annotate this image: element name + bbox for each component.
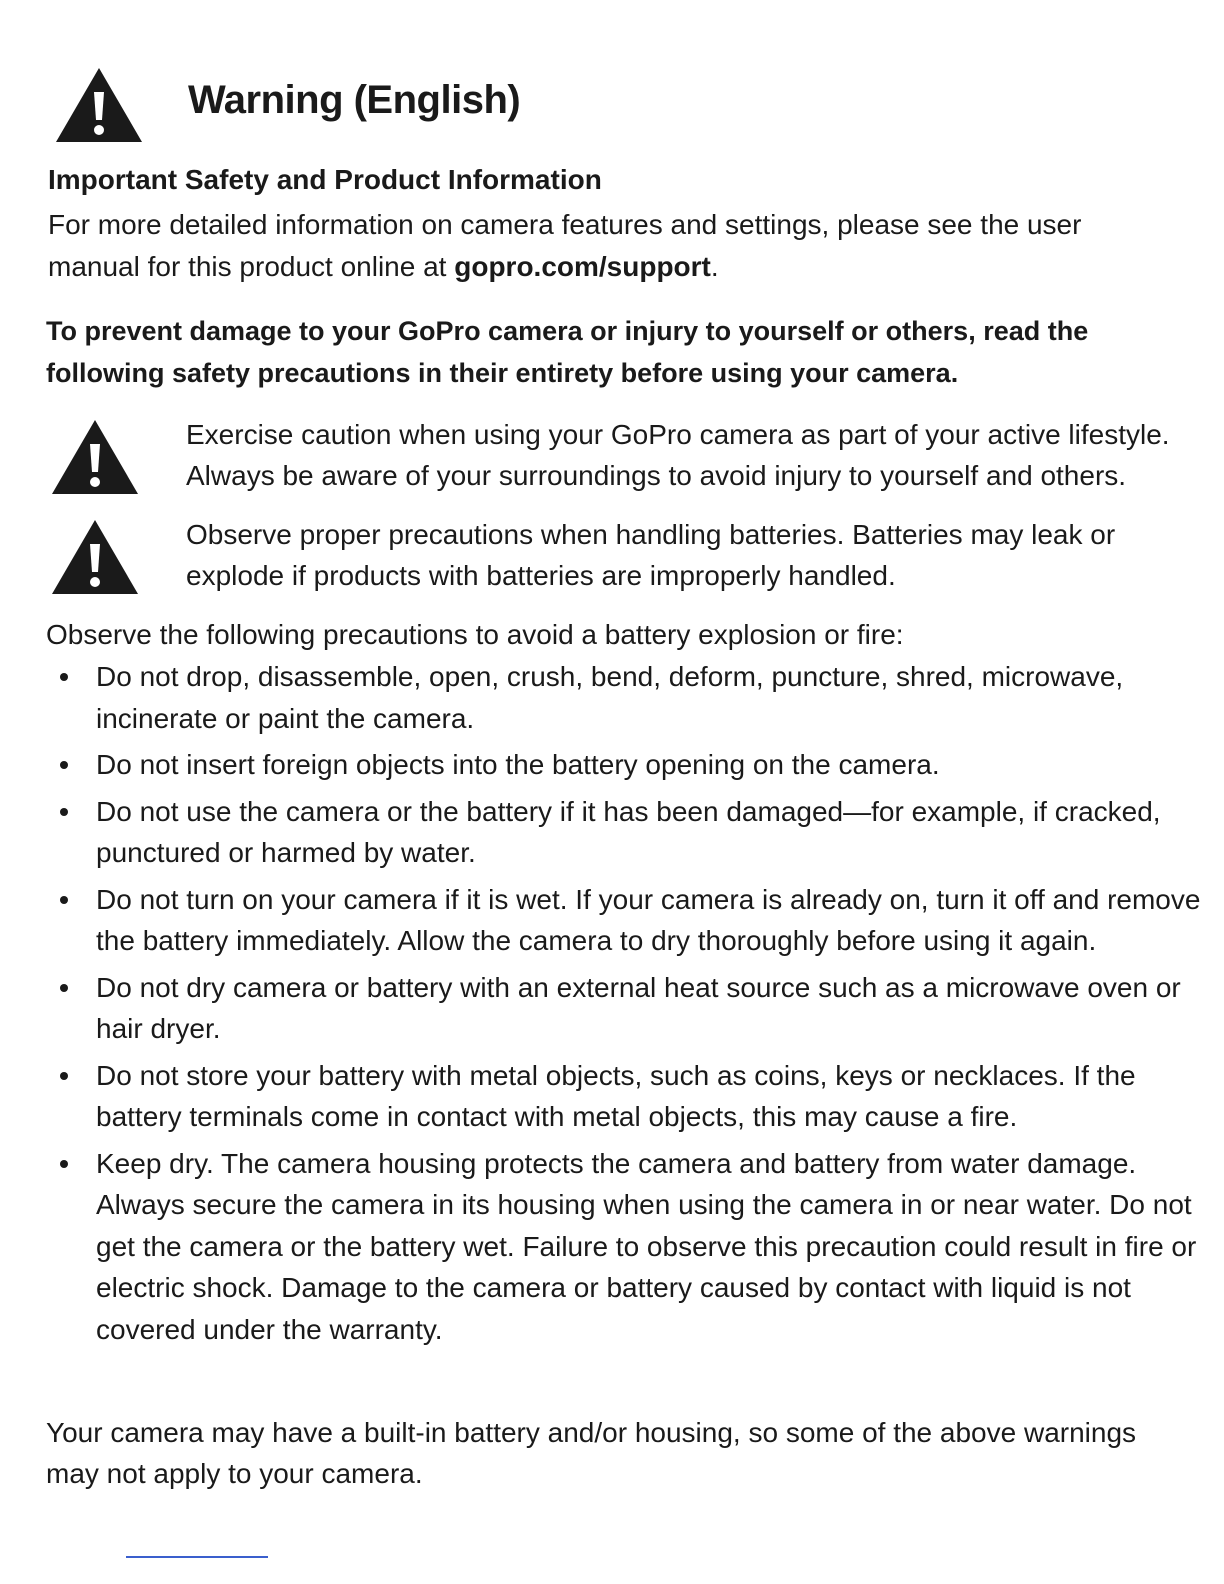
- list-item-text: Do not dry camera or battery with an external heat source such as a microwave oven or hair dryer.: [96, 971, 1181, 1044]
- list-item-text: Do not drop, disassemble, open, crush, bend, deform, puncture, shred, microwave, incinerate or paint the camera.: [96, 661, 1124, 734]
- footer-divider: [126, 1556, 268, 1558]
- list-item: [0, 879, 1206, 962]
- bullet-icon: [60, 984, 68, 992]
- section-subheading: Important Safety and Product Information: [48, 164, 602, 195]
- list-item-text: Do not store your battery with metal objects, such as coins, keys or necklaces. If the battery terminals come in contact with metal objects, this may cause a fire.: [96, 1059, 1136, 1132]
- warning-triangle-icon: [50, 518, 140, 596]
- warning-triangle-icon: [50, 418, 140, 496]
- battery-precaution-list: [0, 656, 1224, 1355]
- list-item: [0, 744, 1206, 786]
- list-item: [0, 967, 1206, 1050]
- battery-list-intro: Observe the following precautions to avoid a battery explosion or fire:: [46, 619, 904, 650]
- bullet-icon: [60, 1160, 68, 1168]
- intro-text-end: .: [710, 251, 719, 282]
- intro-paragraph: [48, 204, 1168, 288]
- bold-warning-paragraph: To prevent damage to your GoPro camera or injury to yourself or others, read the following safety precautions in their entirety before using your camera.: [46, 316, 1089, 388]
- list-item-text: Keep dry. The camera housing protects the camera and battery from water damage. Always secure the camera in its housing when using the camera in or near water. Do not get the camera or the battery wet. Failure to observe this precaution could result in fire or electric shock. Damage to the camera or battery caused by contact with liquid is not covered under the warranty.: [96, 1147, 1197, 1345]
- closing-paragraph: Your camera may have a built-in battery and/or housing, so some of the above warnings may not apply to your camera.: [46, 1417, 1137, 1489]
- bullet-icon: [60, 896, 68, 904]
- bullet-icon: [60, 1072, 68, 1080]
- warning-text-batteries: Observe proper precautions when handling batteries. Batteries may leak or explode if products with batteries are improperly handled.: [186, 519, 1116, 591]
- warning-text-lifestyle: Exercise caution when using your GoPro camera as part of your active lifestyle. Always be aware of your surroundings to avoid injury to yourself and others.: [186, 419, 1170, 491]
- list-item: [0, 791, 1206, 874]
- bullet-icon: [60, 673, 68, 681]
- list-item-text: Do not use the camera or the battery if it has been damaged—for example, if cracked, punctured or harmed by water.: [96, 795, 1161, 868]
- list-item: [0, 656, 1206, 739]
- list-item: [0, 1055, 1206, 1138]
- support-link[interactable]: gopro.com/support: [454, 251, 711, 282]
- intro-text: For more detailed information on camera features and settings, please see the user manual for this product online at: [48, 209, 1082, 282]
- page-title: Warning (English): [188, 78, 521, 122]
- list-item-text: Do not turn on your camera if it is wet. If your camera is already on, turn it off and remove the battery immediately. Allow the camera to dry thoroughly before using it again.: [96, 883, 1201, 956]
- list-item: [0, 1143, 1206, 1351]
- list-item-text: Do not insert foreign objects into the battery opening on the camera.: [96, 749, 940, 780]
- warning-triangle-icon: [54, 66, 144, 144]
- bullet-icon: [60, 808, 68, 816]
- bullet-icon: [60, 761, 68, 769]
